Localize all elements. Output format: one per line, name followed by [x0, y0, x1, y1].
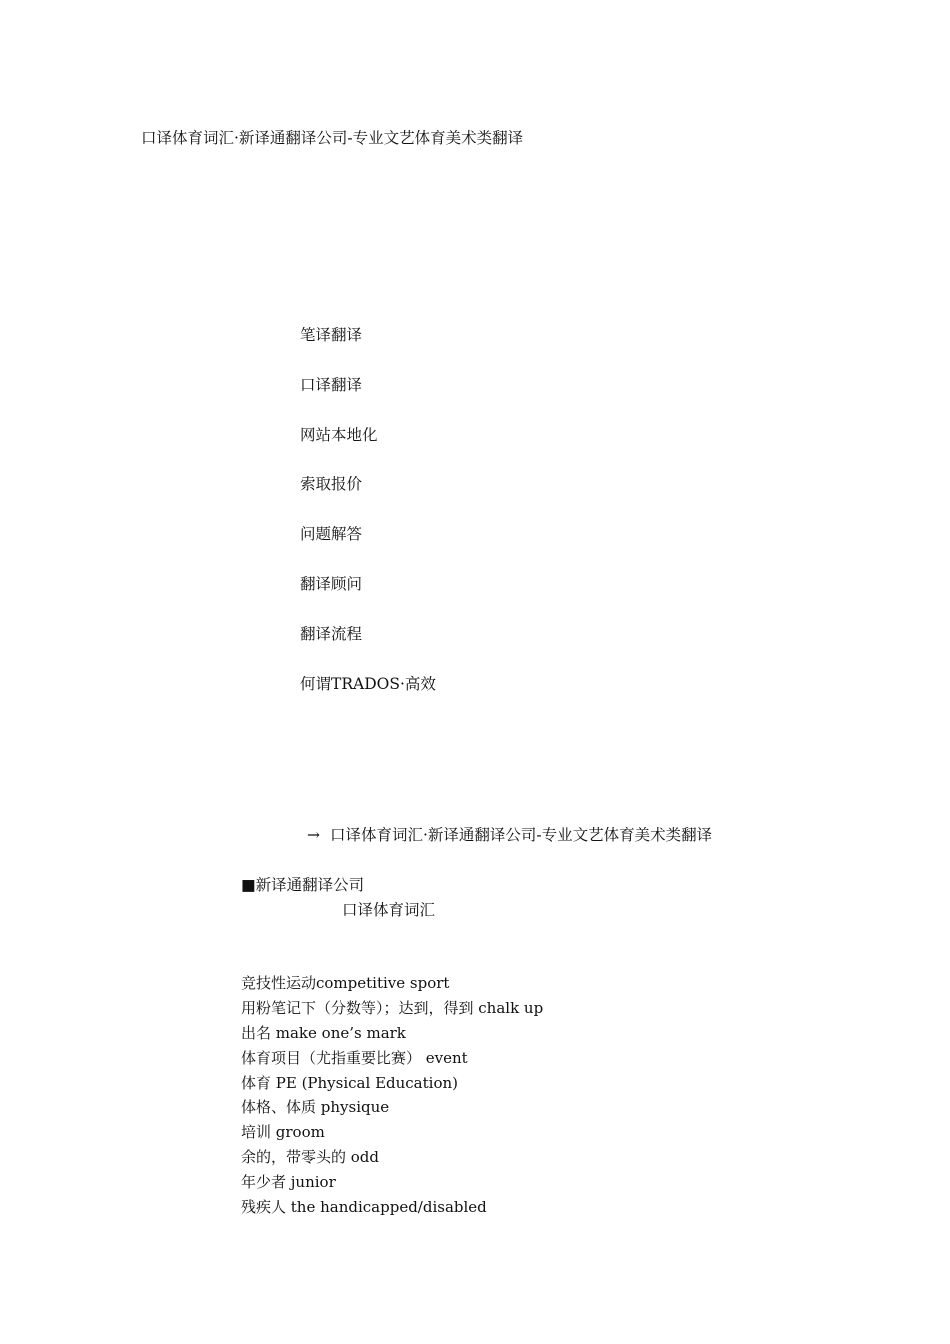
vocab-item: 体格、体质 physique — [241, 1098, 390, 1117]
section-subtitle: 口译体育词汇 — [342, 901, 436, 919]
page-title: 口译体育词汇·新译通翻译公司-专业文艺体育美术类翻译 — [141, 129, 524, 147]
nav-item-localization[interactable]: 网站本地化 — [300, 425, 378, 444]
nav-item-quote[interactable]: 索取报价 — [300, 475, 363, 494]
vocab-item: 用粉笔记下（分数等）；达到，得到 chalk up — [241, 998, 544, 1017]
breadcrumb — [307, 823, 712, 845]
nav-item-interpretation[interactable]: 口译翻译 — [300, 375, 363, 394]
company-heading: ■新译通翻译公司 — [241, 876, 365, 894]
vocab-item: 余的，带零头的 odd — [241, 1148, 380, 1167]
nav-item-process[interactable]: 翻译流程 — [300, 624, 363, 643]
vocab-item: 体育 PE (Physical Education) — [241, 1073, 458, 1092]
vocab-item: 培训 groom — [241, 1123, 325, 1142]
nav-item-translation[interactable]: 笔译翻译 — [300, 326, 363, 344]
nav-item-faq[interactable]: 问题解答 — [300, 525, 363, 544]
vocab-list — [241, 973, 543, 1222]
vocab-item: 年少者 junior — [241, 1173, 336, 1192]
vocab-item: 出名 make one’s mark — [241, 1023, 406, 1042]
nav-item-trados[interactable]: 何谓TRADOS·高效 — [300, 674, 436, 693]
nav-item-consultant[interactable]: 翻译顾问 — [300, 574, 363, 593]
vocab-item: 竞技性运动competitive sport — [241, 974, 450, 992]
vocab-item: 残疾人 the handicapped/disabled — [241, 1198, 487, 1217]
arrow-right-icon: → — [307, 826, 320, 844]
vocab-item: 体育项目（尤指重要比赛） event — [241, 1048, 468, 1067]
breadcrumb-link[interactable]: 口译体育词汇·新译通翻译公司-专业文艺体育美术类翻译 — [330, 826, 713, 844]
nav-menu — [300, 325, 436, 723]
